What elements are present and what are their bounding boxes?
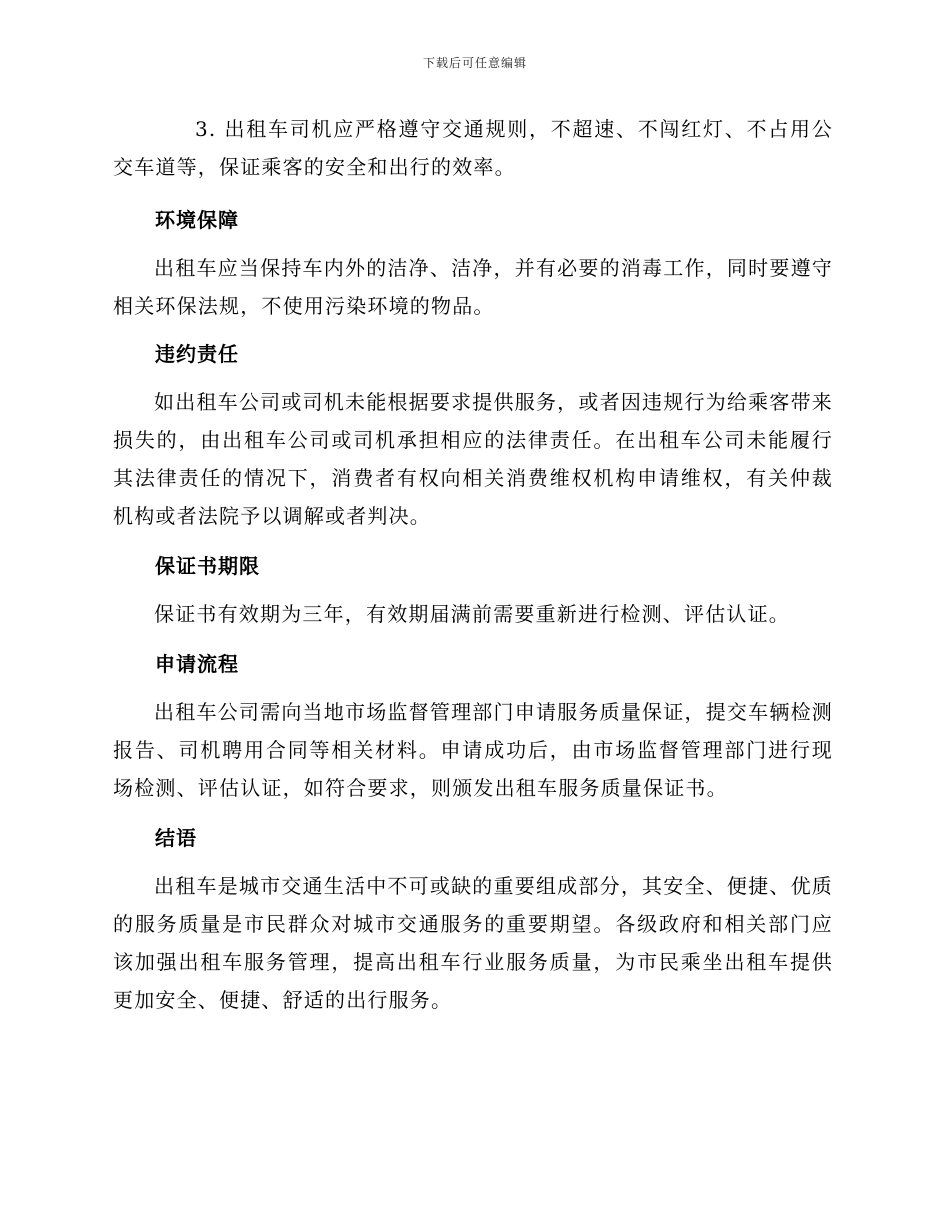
section-paragraph-liability: 如出租车公司或司机未能根据要求提供服务，或者因违规行为给乘客带来损失的，由出租车公司或司机承担相应的法律责任。在出租车公司未能履行其法律责任的情况下，消费者有权向相关消费维权机构申请维权，有关仲裁机构或者法院予以调解或者判决。 [113,390,833,528]
list-item-3 [113,110,833,186]
list-item-text: 出租车司机应严格遵守交通规则，不超速、不闯红灯、不占用公交车道等，保证乘客的安全和出行的效率。 [113,117,833,179]
section-heading-validity-period: 保证书期限 [155,554,260,578]
section-paragraph-validity-period: 保证书有效期为三年，有效期届满前需要重新进行检测、评估认证。 [154,602,790,626]
section-paragraph-conclusion: 出租车是城市交通生活中不可或缺的重要组成部分，其安全、便捷、优质的服务质量是市民群众对城市交通服务的重要期望。各级政府和相关部门应该加强出租车服务管理，提高出租车行业服务质量，为市民乘坐出租车提供更加安全、便捷、舒适的出行服务。 [113,874,833,1012]
list-item-number: 3. [195,117,217,141]
section-paragraph-environment: 出租车应当保持车内外的洁净、洁净，并有必要的消毒工作，同时要遵守相关环保法规，不使用污染环境的物品。 [113,256,833,318]
section-heading-application-process: 申请流程 [155,652,239,676]
section-heading-environment: 环境保障 [155,208,239,232]
section-paragraph-application-process: 出租车公司需向当地市场监督管理部门申请服务质量保证，提交车辆检测报告、司机聘用合同等相关材料。申请成功后，由市场监督管理部门进行现场检测、评估认证，如符合要求，则颁发出租车服务质量保证书。 [113,700,833,800]
page-header: 下载后可任意编辑 [422,56,527,70]
section-heading-liability: 违约责任 [155,342,239,366]
section-heading-conclusion: 结语 [155,826,197,850]
document-body [113,110,833,1019]
